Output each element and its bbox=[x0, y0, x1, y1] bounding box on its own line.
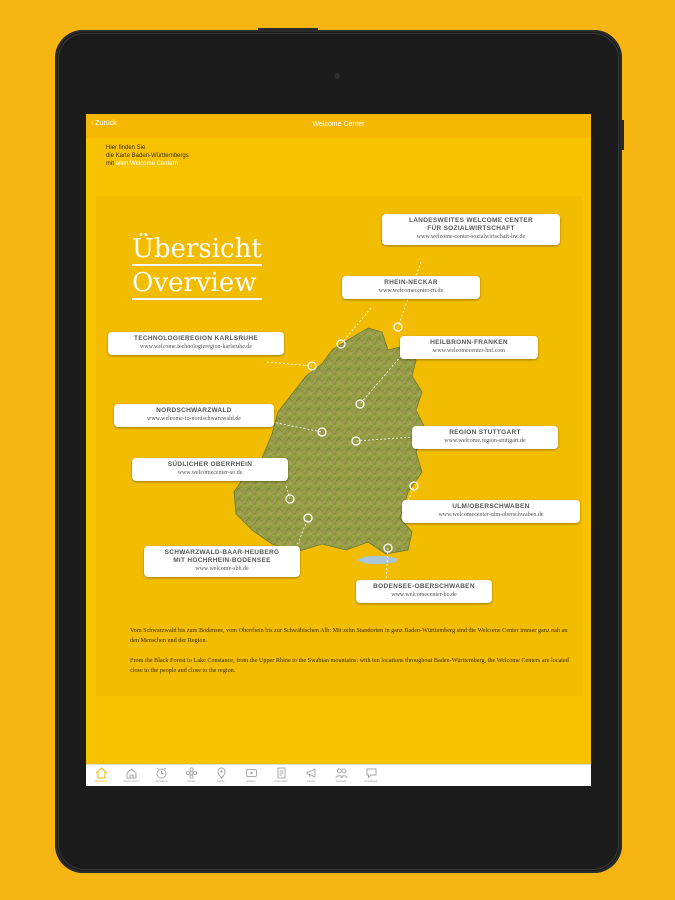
callout-title: ULM/OBERSCHWABEN bbox=[452, 503, 530, 510]
welcome-centers-link[interactable]: allen Welcome Centern bbox=[115, 161, 178, 167]
nav-label: Videos bbox=[246, 779, 256, 783]
nav-item-pin[interactable] bbox=[206, 767, 236, 784]
people-icon bbox=[335, 767, 348, 779]
nav-label: Leben bbox=[186, 779, 196, 783]
chat-icon bbox=[365, 767, 378, 779]
back-button[interactable]: ‹ Zurück bbox=[91, 120, 117, 127]
nav-label: Welcome bbox=[94, 779, 108, 783]
intro-line-2: die Karte Baden-Württembergs bbox=[106, 153, 189, 159]
callout-title: SCHWARZWALD-BAAR-HEUBERG bbox=[164, 549, 280, 556]
callout-title: LANDESWEITES WELCOME CENTER bbox=[408, 217, 534, 224]
paragraph-en: From the Black Forest to Lake Constance, from the Upper Rhine to the Swabian mountains: with ten locations throughout Baden-Württemberg, the Welcome Centers are located close to the people and close to the region. bbox=[130, 657, 569, 674]
callout-title: FÜR SOZIALWIRTSCHAFT bbox=[427, 225, 515, 232]
heading-de: Übersicht bbox=[132, 234, 262, 264]
nav-label: Arbeiten bbox=[155, 779, 167, 783]
megaphone-icon bbox=[305, 767, 318, 779]
callout-ulm[interactable] bbox=[402, 500, 580, 523]
callout-url[interactable]: www.welcome-to-nordschwarzwald.de bbox=[147, 416, 241, 422]
callout-bodensee[interactable] bbox=[356, 580, 492, 603]
callout-sozialwirtschaft[interactable] bbox=[382, 214, 560, 245]
paragraph-de: Vom Schwarzwald bis zum Bodensee, vom Oberrhein bis zur Schwäbischen Alb: Mit zehn Standorten in ganz Baden-Württemberg sind die Welcome Center immer ganz nah an den Menschen und der Region. bbox=[130, 627, 568, 644]
callout-title: TECHNOLOGIEREGION KARLSRUHE bbox=[133, 335, 259, 342]
intro-line-1: Hier finden Sie bbox=[106, 145, 146, 151]
front-camera bbox=[334, 73, 340, 79]
callout-title: NORDSCHWARZWALD bbox=[156, 407, 232, 414]
callout-url[interactable]: www.welcomecenter-bo.de bbox=[391, 592, 457, 598]
app-screen bbox=[86, 114, 591, 786]
power-button bbox=[258, 28, 318, 31]
nav-item-home[interactable] bbox=[86, 767, 116, 784]
nav-label: Karte bbox=[217, 779, 225, 783]
back-label: Zurück bbox=[95, 120, 117, 127]
callout-url[interactable]: www.welcome.region-stuttgart.de bbox=[444, 438, 526, 444]
nav-item-video[interactable] bbox=[236, 767, 266, 784]
callout-nordschwarzwald[interactable] bbox=[114, 404, 274, 427]
nav-item-clock[interactable] bbox=[146, 767, 176, 784]
intro-prefix: mit bbox=[106, 161, 114, 167]
callout-url[interactable]: www.welcomecenter-ulm-oberschwaben.de bbox=[438, 512, 544, 518]
video-icon bbox=[245, 767, 258, 779]
nav-item-doc[interactable] bbox=[266, 767, 296, 784]
house-icon bbox=[125, 767, 138, 779]
home-icon bbox=[95, 767, 108, 779]
callout-url[interactable]: www.welcome.technologieregion-karlsruhe.de bbox=[139, 344, 253, 350]
nav-item-megaphone[interactable] bbox=[296, 767, 326, 784]
callout-title: MIT HOCHRHEIN-BODENSEE bbox=[173, 557, 271, 564]
callout-title: REGION STUTTGART bbox=[449, 429, 521, 436]
callout-stuttgart[interactable] bbox=[412, 426, 558, 449]
callout-title: SÜDLICHER OBERRHEIN bbox=[167, 461, 253, 468]
nav-label: Ankommen bbox=[123, 779, 139, 783]
callout-title: HEILBRONN-FRANKEN bbox=[430, 339, 508, 346]
callout-url[interactable]: www.welcome-sbh.de bbox=[195, 566, 249, 572]
volume-button bbox=[621, 120, 624, 150]
callout-title: BODENSEE-OBERSCHWABEN bbox=[373, 583, 475, 590]
heading-en: Overview bbox=[132, 268, 262, 300]
callout-url[interactable]: www.welcome-center-sozialwirtschaft-bw.de bbox=[416, 234, 526, 240]
document-icon bbox=[275, 767, 288, 779]
nav-item-flower[interactable] bbox=[176, 767, 206, 784]
screen-title: Welcome Center bbox=[312, 121, 365, 128]
callout-url[interactable]: www.welcomecenter-so.de bbox=[177, 470, 243, 476]
callout-karlsruhe[interactable] bbox=[108, 332, 284, 355]
nav-item-house[interactable] bbox=[116, 767, 146, 784]
callout-heilbronn[interactable] bbox=[400, 336, 538, 359]
map-pin-icon bbox=[215, 767, 228, 779]
callout-url[interactable]: www.welcomecenter-hnf.com bbox=[432, 348, 506, 354]
flower-icon bbox=[185, 767, 198, 779]
nav-label: Feedback bbox=[364, 779, 378, 783]
nav-label: Kontakt bbox=[335, 779, 347, 783]
lake-constance-shape bbox=[358, 556, 398, 564]
callout-rhein-neckar[interactable] bbox=[342, 276, 480, 299]
overview-heading bbox=[132, 234, 262, 302]
nav-item-people[interactable] bbox=[326, 767, 356, 784]
nav-label: Formulare bbox=[274, 779, 288, 783]
bottom-nav-bar bbox=[86, 764, 591, 786]
callout-schwarzwald-baar[interactable] bbox=[144, 546, 300, 577]
nav-item-chat[interactable] bbox=[356, 767, 386, 784]
callout-suedlicher-oberrhein[interactable] bbox=[132, 458, 288, 481]
callout-title: RHEIN-NECKAR bbox=[384, 279, 438, 286]
callout-url[interactable]: www.welcomecenter-rn.de bbox=[378, 288, 444, 294]
nav-label: News bbox=[307, 779, 315, 783]
alarm-clock-icon bbox=[155, 767, 168, 779]
